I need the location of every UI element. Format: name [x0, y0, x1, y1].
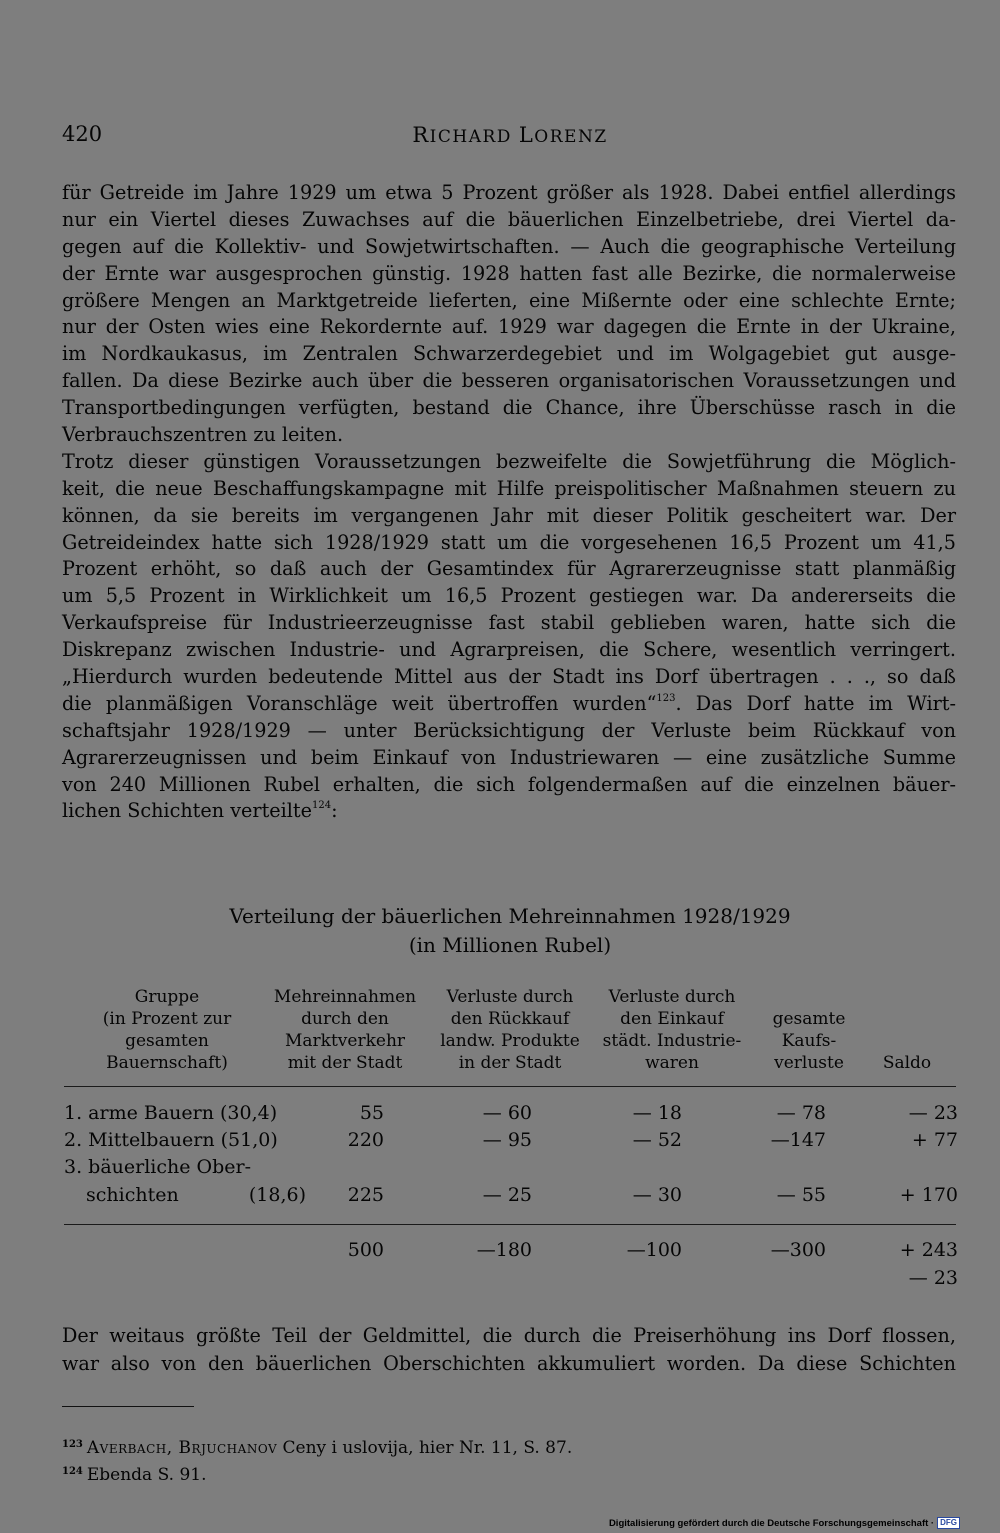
cell-loss-repurchase: — 60 [482, 1102, 532, 1124]
cell-group: schichten [86, 1184, 179, 1206]
text-segment: . Das Dorf hatte im Wirt- [675, 691, 956, 715]
footnote-text: Ceny i uslovija, hier Nr. 11, S. 87. [282, 1438, 573, 1458]
body-text-continued [62, 1322, 956, 1378]
text-line [62, 798, 956, 825]
text-line: nur ein Viertel dieses Zuwachses auf die bäuerlichen Einzelbetriebe, drei Viertel da- [62, 207, 956, 231]
text-line: Agrarerzeugnissen und beim Einkauf von Industriewaren — eine zusätzliche Summe [62, 745, 956, 769]
cell-loss-purchase: — 18 [632, 1102, 682, 1124]
table-title-block [62, 902, 958, 960]
cell-income: 225 [347, 1184, 384, 1206]
text-line: keit, die neue Beschaffungskampagne mit Hilfe preispolitischer Maßnahmen steuern zu [62, 476, 956, 500]
text-line: gegen auf die Kollektiv- und Sowjetwirtschaften. — Auch die geographische Verteilung [62, 234, 956, 258]
table-subtitle: (in Millionen Rubel) [408, 933, 612, 957]
text-line: Prozent erhöht, so daß auch der Gesamtindex für Agrarerzeugnisse statt planmäßig [62, 557, 956, 581]
table-title: Verteilung der bäuerlichen Mehreinnahmen 1928/1929 [229, 904, 791, 928]
footnote-number: 123 [62, 1439, 83, 1450]
text-line: größere Mengen an Marktgetreide lieferten, eine Mißernte oder eine schlechte Ernte; [62, 288, 956, 312]
footnote-authors: Averbach, Brjuchanov [86, 1438, 278, 1458]
cell-loss-purchase: — 52 [632, 1129, 682, 1151]
column-header-loss-repurchase: Verluste durch den Rückkauf landw. Produkte in der Stadt [440, 987, 580, 1073]
text-line [62, 691, 956, 718]
cell-loss-repurchase: — 95 [482, 1129, 532, 1151]
footnote-number: 124 [62, 1466, 83, 1477]
footnotes [62, 1433, 572, 1487]
column-header-saldo: Saldo [882, 1053, 932, 1073]
text-segment: lichen Schichten verteilte [62, 799, 312, 823]
column-header-income: Mehreinnahmen durch den Marktverkehr mit der Stadt [273, 987, 417, 1073]
cell-group: 1. arme Bauern (30,4) [64, 1102, 278, 1124]
footnote [62, 1460, 572, 1487]
total-total-loss: —300 [770, 1239, 826, 1261]
total-saldo-plus: + 243 [899, 1239, 958, 1261]
footnote-ref: 124 [311, 800, 332, 812]
footnote-ref: 123 [656, 692, 676, 704]
page-header [62, 122, 958, 150]
text-line: von 240 Millionen Rubel erhalten, die sich folgendermaßen auf die einzelnen bäuer- [62, 772, 956, 796]
cell-group: 2. Mittelbauern (51,0) [64, 1129, 278, 1151]
credit-text: Digitalisierung gefördert durch die Deutsche Forschungsgemeinschaft · [608, 1517, 935, 1529]
cell-group-percent: (18,6) [248, 1184, 306, 1206]
total-loss-repurchase: —180 [476, 1239, 532, 1261]
running-head: RICHARD LORENZ [412, 123, 608, 147]
cell-income: 220 [347, 1129, 384, 1151]
dfg-logo-icon: DFG [937, 1517, 960, 1529]
table-rule-top [64, 1086, 956, 1087]
text-line: Der weitaus größte Teil der Geldmittel, die durch die Preiserhöhung ins Dorf flossen, [62, 1324, 956, 1347]
page-number: 420 [62, 122, 103, 146]
text-line: war also von den bäuerlichen Oberschichten akkumuliert worden. Da diese Schichten [62, 1352, 956, 1375]
body-text [62, 180, 956, 825]
column-header-loss-purchase: Verluste durch den Einkauf städt. Industrie- waren [602, 987, 742, 1073]
text-segment: : [331, 799, 338, 823]
data-table [62, 984, 958, 1304]
digitization-credit [609, 1517, 960, 1529]
text-line: um 5,5 Prozent in Wirklichkeit um 16,5 Prozent gestiegen war. Da andererseits die [62, 584, 956, 608]
cell-group: 3. bäuerliche Ober- [64, 1156, 252, 1178]
footnote-separator [62, 1406, 194, 1407]
text-line: Transportbedingungen verfügten, bestand die Chance, ihre Überschüsse rasch in die [62, 396, 956, 420]
text-line: Getreideindex hatte sich 1928/1929 statt um die vorgesehenen 16,5 Prozent um 41,5 [62, 530, 956, 554]
cell-saldo: + 170 [899, 1184, 958, 1206]
text-line: im Nordkaukasus, im Zentralen Schwarzerdegebiet und im Wolgagebiet gut ausge- [62, 342, 956, 366]
text-line: nur der Osten wies eine Rekordernte auf. 1929 war dagegen die Ernte in der Ukraine, [62, 315, 956, 339]
cell-total-loss: — 55 [776, 1184, 826, 1206]
text-segment: die planmäßigen Voranschläge weit übertroffen wurden“ [62, 691, 657, 715]
column-header-group: Gruppe (in Prozent zur gesamten Bauernschaft) [102, 987, 232, 1073]
cell-saldo: + 77 [911, 1129, 958, 1151]
text-line: können, da sie bereits im vergangenen Jahr mit dieser Politik gescheitert war. Der [62, 503, 956, 527]
cell-income: 55 [359, 1102, 384, 1124]
text-line: für Getreide im Jahre 1929 um etwa 5 Prozent größer als 1928. Dabei entfiel allerdings [62, 181, 956, 204]
text-line: schaftsjahr 1928/1929 — unter Berücksichtigung der Verluste beim Rückkauf von [62, 718, 956, 742]
footnote [62, 1433, 572, 1460]
cell-total-loss: — 78 [776, 1102, 826, 1124]
cell-total-loss: —147 [770, 1129, 826, 1151]
cell-loss-repurchase: — 25 [482, 1184, 532, 1206]
text-line: Trotz dieser günstigen Voraussetzungen bezweifelte die Sowjetführung die Möglich- [62, 449, 956, 473]
table-rule-bottom [64, 1224, 956, 1225]
footnote-text: Ebenda S. 91. [86, 1465, 207, 1485]
cell-saldo: — 23 [908, 1102, 958, 1124]
total-loss-purchase: —100 [626, 1239, 682, 1261]
text-line: Diskrepanz zwischen Industrie- und Agrarpreisen, die Schere, wesentlich verringert. [62, 638, 956, 662]
column-header-total-loss: gesamte Kaufs- verluste [772, 1009, 846, 1073]
text-line: Verkaufspreise für Industrieerzeugnisse fast stabil geblieben waren, hatte sich die [62, 611, 956, 635]
text-line: Verbrauchszentren zu leiten. [62, 423, 344, 447]
total-income: 500 [347, 1239, 384, 1261]
total-saldo-minus: — 23 [908, 1267, 958, 1289]
text-line: „Hierdurch wurden bedeutende Mittel aus der Stadt ins Dorf übertragen . . ., so daß [62, 665, 956, 689]
cell-loss-purchase: — 30 [632, 1184, 682, 1206]
text-line: fallen. Da diese Bezirke auch über die besseren organisatorischen Voraussetzungen und [62, 369, 956, 393]
text-line: der Ernte war ausgesprochen günstig. 1928 hatten fast alle Bezirke, die normalerweise [62, 261, 956, 285]
